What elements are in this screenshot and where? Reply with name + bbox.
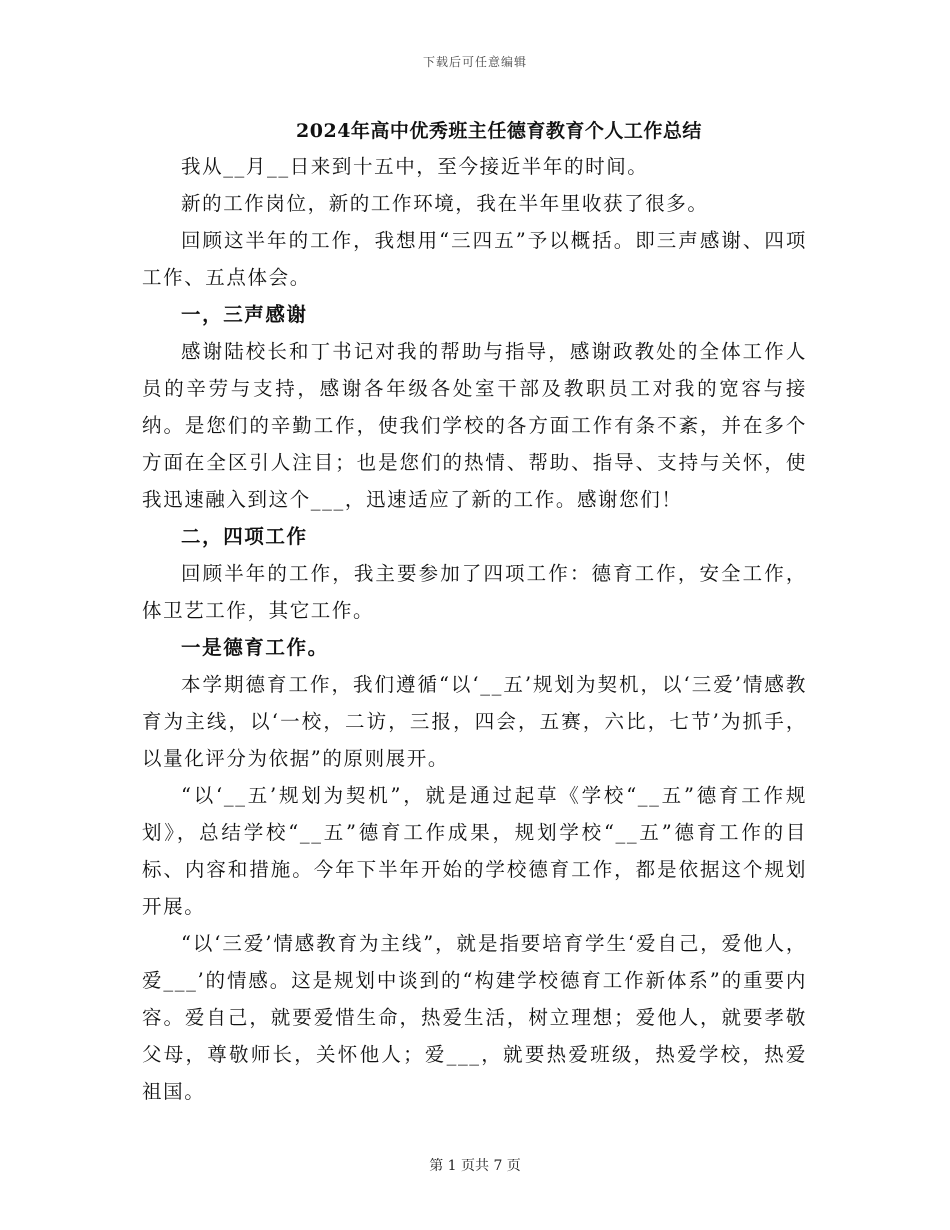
paragraph: “以‘__五’规划为契机”，就是通过起草《学校“__五”德育工作规划》，总结学校“__五”德育工作成果，规划学校“__五”德育工作的目标、内容和措施。今年下半年开始的学校德育工作，都是依据这个规划开展。 (142, 784, 807, 918)
paragraph: 我从__月__日来到十五中，至今接近半年的时间。 (181, 155, 649, 178)
paragraph: 感谢陆校长和丁书记对我的帮助与指导，感谢政教处的全体工作人员的辛劳与支持，感谢各年级各处室干部及教职员工对我的宽容与接纳。是您们的辛勤工作，使我们学校的各方面工作有条不紊，并在多个方面在全区引人注目；也是您们的热情、帮助、指导、支持与关怀，使我迅速融入到这个___，迅速适应了新的工作。感谢您们！ (142, 340, 807, 511)
paragraph: “以‘三爱’情感教育为主线”，就是指要培育学生‘爱自己，爱他人，爱___’的情感。这是规划中谈到的“构建学校德育工作新体系”的重要内容。爱自己，就要爱惜生命，热爱生活，树立理想；爱他人，就要孝敬父母，尊敬师长，关怀他人；爱___，就要热爱班级，热爱学校，热爱祖国。 (142, 932, 807, 1103)
section-heading: 一，三声感谢 (181, 303, 308, 326)
header-note: 下载后可任意编辑 (422, 55, 527, 69)
paragraph: 本学期德育工作，我们遵循“以‘__五’规划为契机，以‘三爱’情感教育为主线，以‘一校，二访，三报，四会，五赛，六比，七节’为抓手，以量化评分为依据”的原则展开。 (142, 673, 807, 770)
paragraph: 回顾这半年的工作，我想用“三四五”予以概括。即三声感谢、四项工作、五点体会。 (142, 229, 807, 289)
paragraph: 新的工作岗位，新的工作环境，我在半年里收获了很多。 (181, 192, 709, 215)
document-body (142, 148, 807, 1110)
document-title: 2024年高中优秀班主任德育教育个人工作总结 (296, 120, 702, 142)
section-heading: 二，四项工作 (181, 525, 308, 548)
page-number: 第 1 页共 7 页 (429, 1158, 521, 1174)
paragraph: 回顾半年的工作，我主要参加了四项工作：德育工作，安全工作，体卫艺工作，其它工作。 (142, 562, 807, 622)
section-heading: 一是德育工作。 (181, 636, 329, 659)
